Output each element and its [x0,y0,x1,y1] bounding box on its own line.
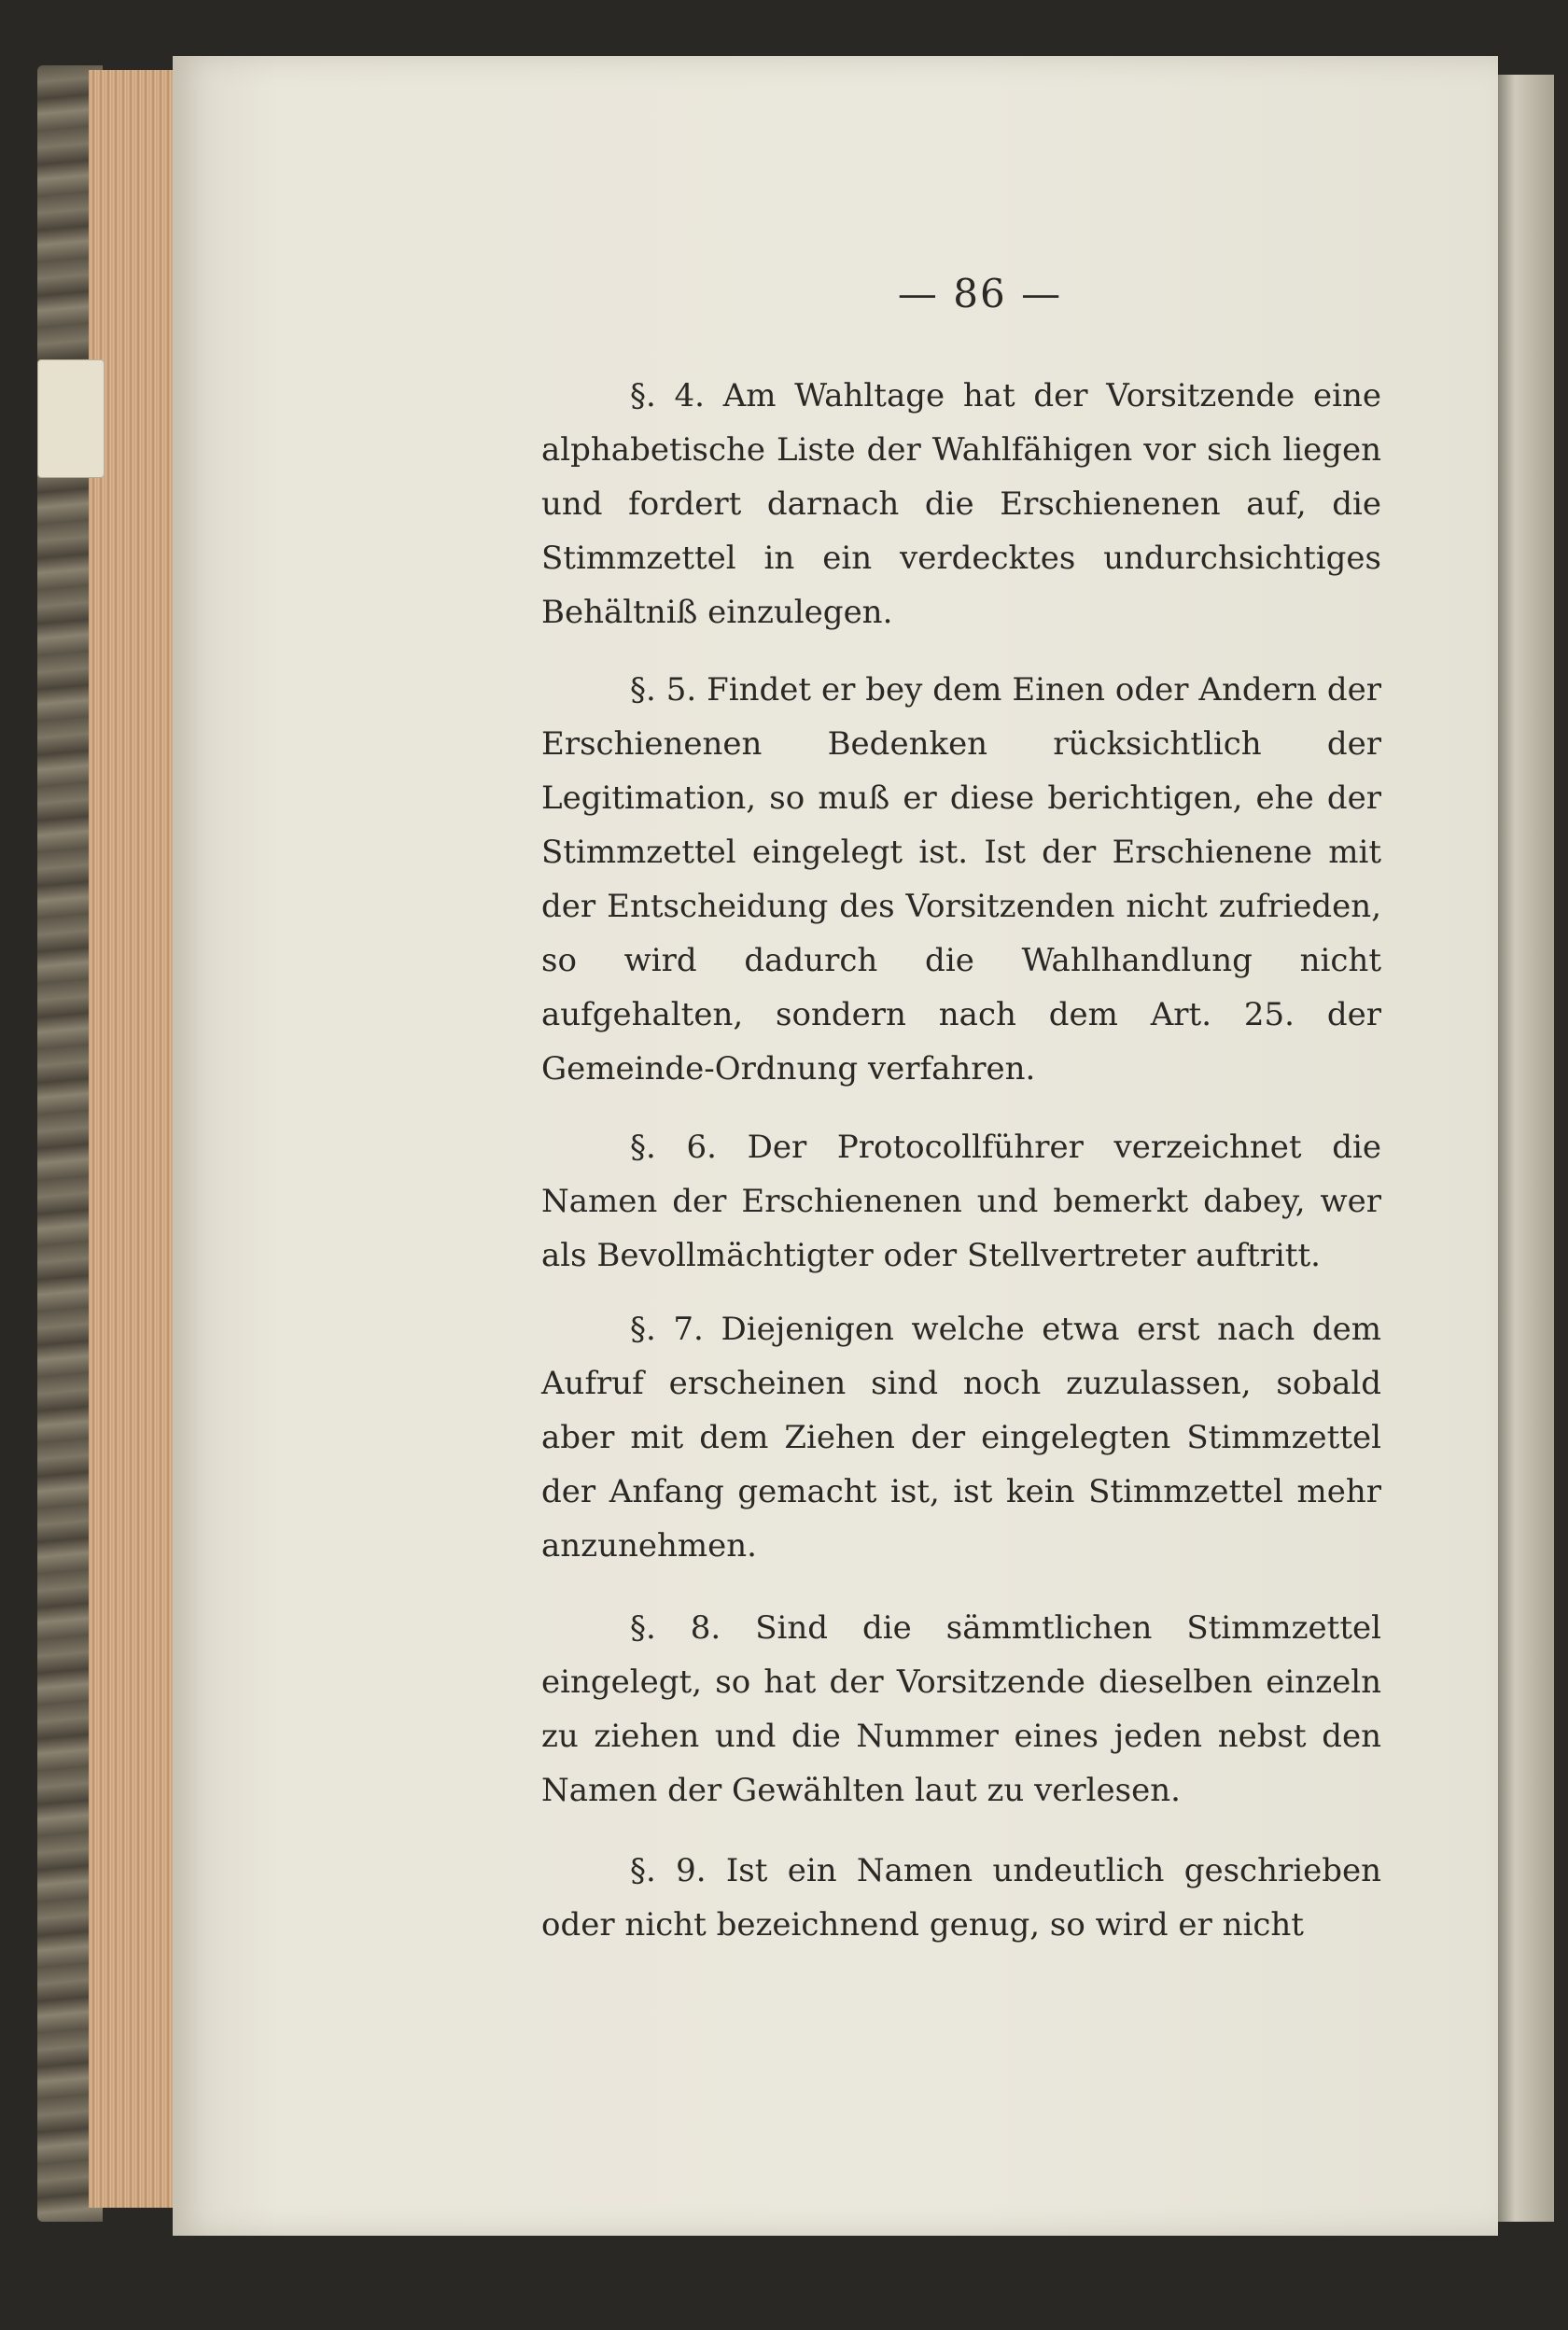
section-number: §. 4. [630,377,705,414]
paragraph-section-4 [541,369,1381,639]
paragraph-section-7 [541,1302,1381,1573]
facing-page-edge [1498,75,1554,2222]
section-text: Findet er bey dem Einen oder Andern der Erschienenen Bedenken rücksichtlich der Legitimation, so muß er diese berichtigen, ehe der Stimmzettel eingelegt ist. Ist der Erschienene mit der Entscheidung des Vorsitzenden nicht zufrieden, so wird dadurch die Wahlhandlung nicht aufgehalten, sondern nach dem Art. 25. der Gemeinde-Ordnung verfahren. [541,671,1381,1088]
paragraph-section-6 [541,1120,1381,1283]
section-number: §. 7. [630,1311,704,1348]
section-text: Der Protocollführer verzeichnet die Namen der Erschienenen und bemerkt dabey, wer als Bevollmächtigter oder Stellvertreter auftritt. [541,1129,1382,1274]
section-number: §. 5. [630,671,697,709]
section-text: Sind die sämmtlichen Stimmzettel eingelegt, so hat der Vorsitzende dieselben einzeln zu ziehen und die Nummer eines jeden nebst den Namen der Gewählten laut zu verlesen. [541,1609,1381,1809]
section-number: §. 8. [630,1609,721,1647]
paragraph-section-5 [541,663,1381,1096]
paragraph-section-8 [541,1601,1381,1818]
bookmark-tab [37,359,105,478]
section-number: §. 6. [630,1129,717,1166]
section-text: Ist ein Namen undeutlich geschrieben oder nicht bezeichnend genug, so wird er nicht [541,1852,1381,1944]
section-number: §. 9. [630,1852,707,1889]
section-text: Am Wahltage hat der Vorsitzende eine alphabetische Liste der Wahlfähigen vor sich liegen und fordert darnach die Erschienenen auf, die Stimmzettel in ein verdecktes undurchsichtiges Behältniß einzulegen. [541,377,1381,631]
section-text: Diejenigen welche etwa erst nach dem Aufruf erscheinen sind noch zuzulassen, sobald aber mit dem Ziehen der eingelegten Stimmzettel der Anfang gemacht ist, ist kein Stimmzettel mehr anzunehmen. [541,1311,1381,1565]
page-number: — 86 — [897,271,1063,316]
paragraph-section-9 [541,1844,1381,1952]
